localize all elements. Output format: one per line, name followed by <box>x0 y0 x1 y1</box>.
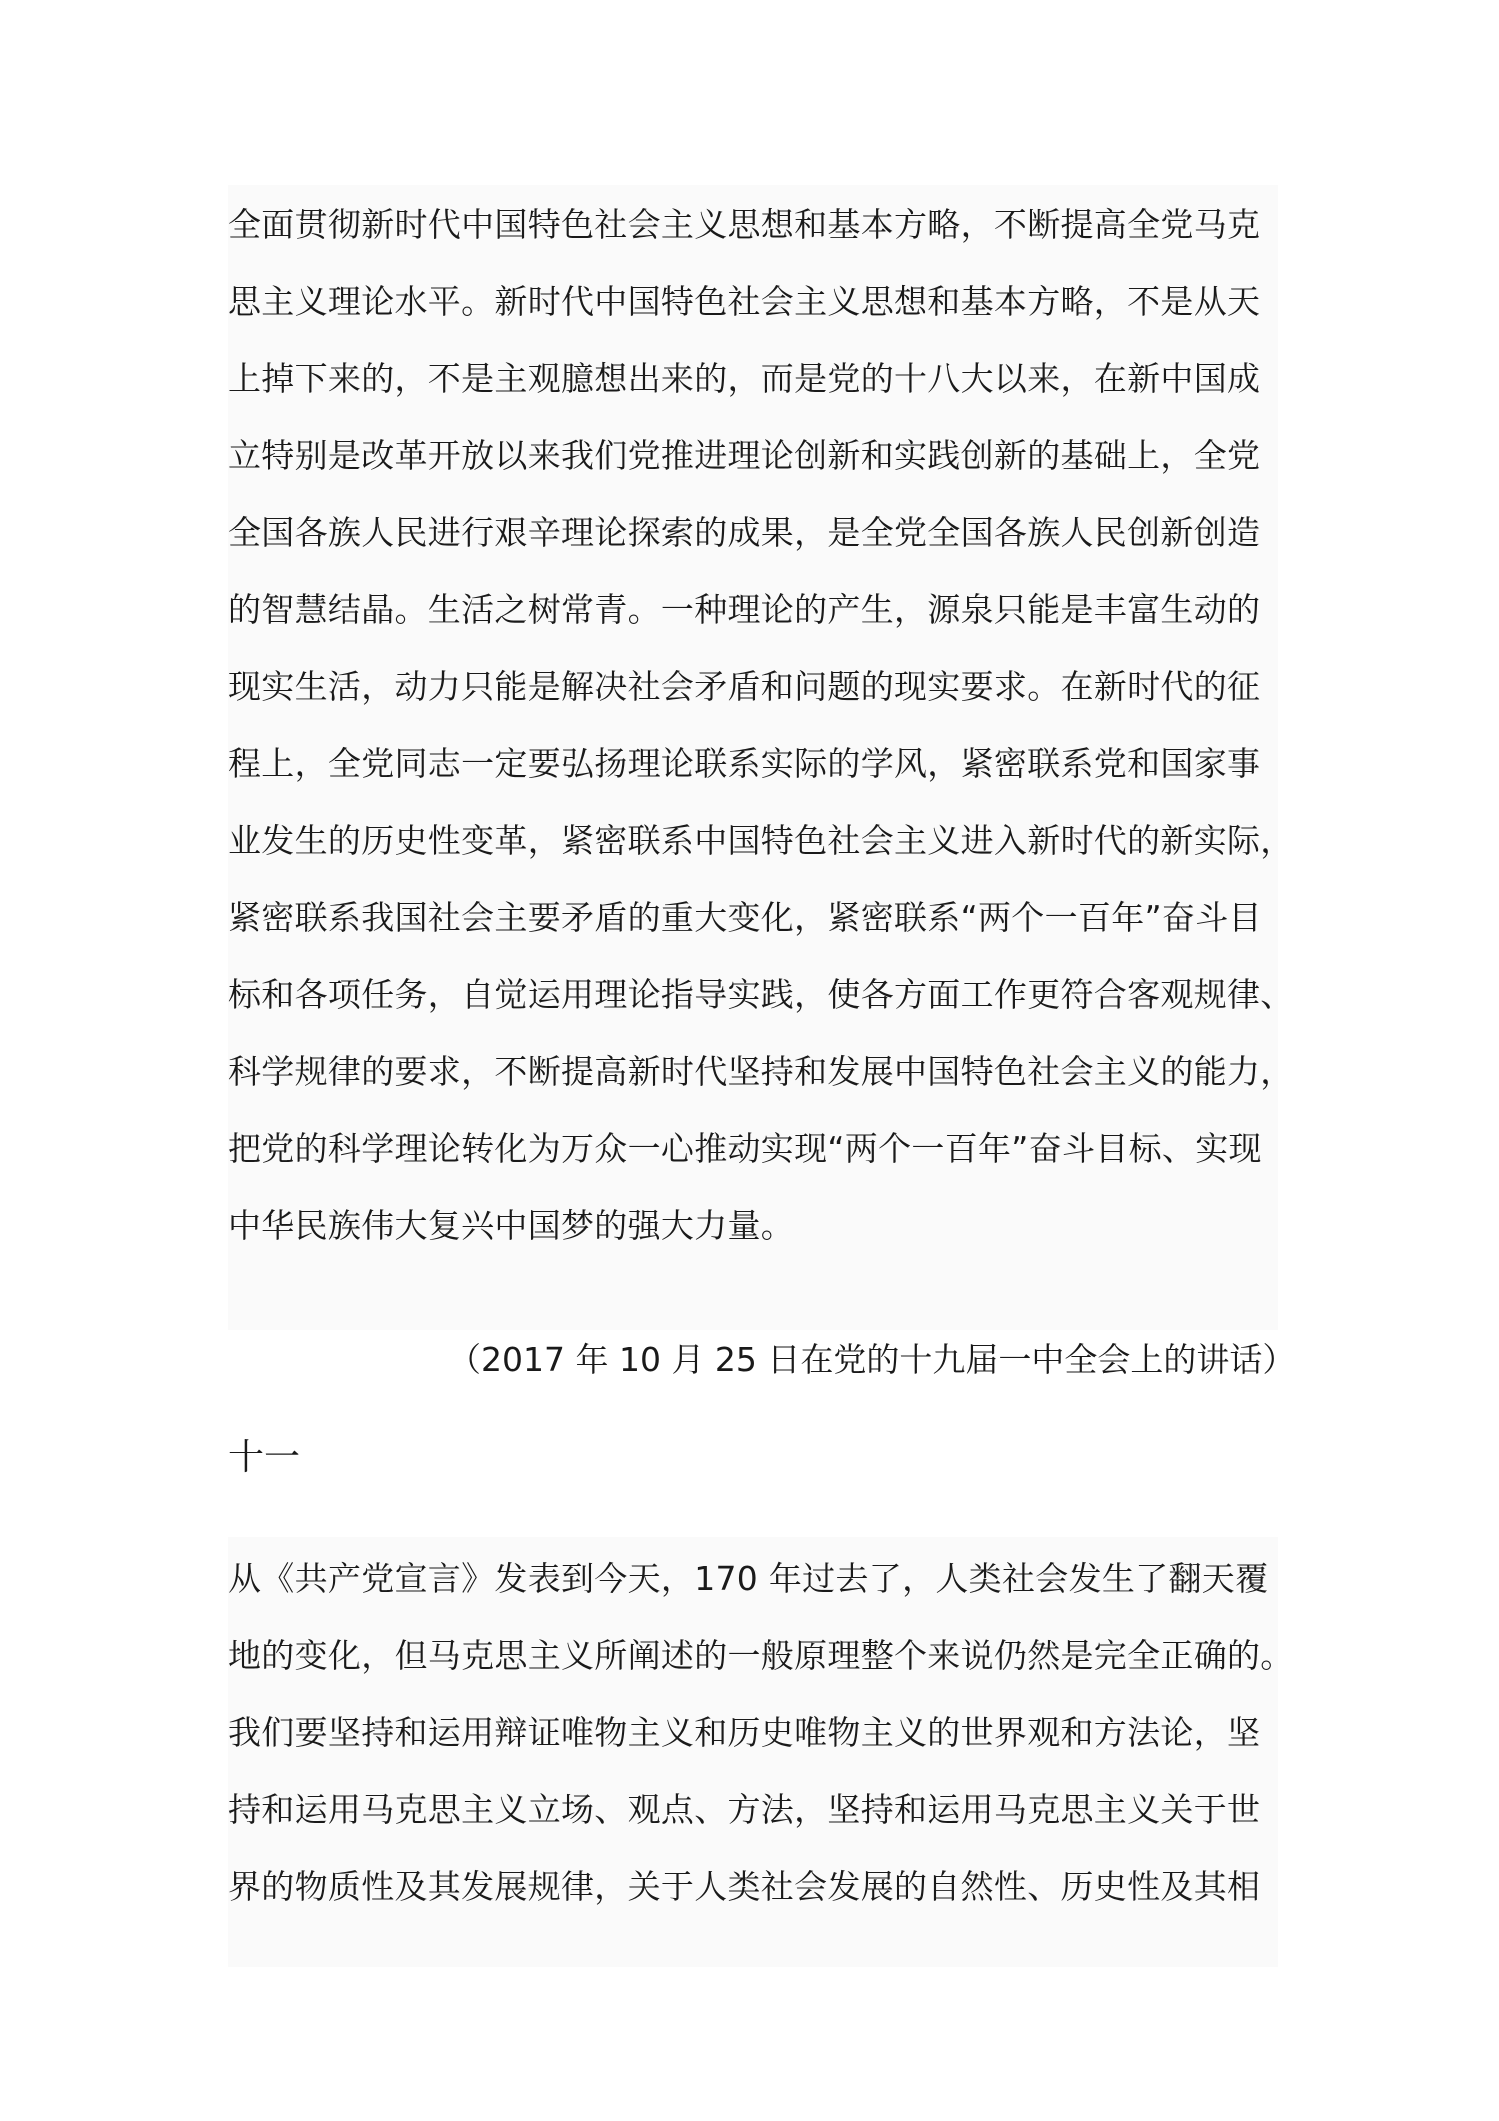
paragraph-1 <box>228 185 1294 1330</box>
paragraph-line: 业发生的历史性变革，紧密联系中国特色社会主义进入新时代的新实际， <box>228 821 1294 860</box>
paragraph-line: 的智慧结晶。生活之树常青。一种理论的产生，源泉只能是丰富生动的 <box>228 590 1261 629</box>
paragraph-line: 现实生活，动力只能是解决社会矛盾和问题的现实要求。在新时代的征 <box>228 667 1261 706</box>
paragraph-line: 科学规律的要求，不断提高新时代坚持和发展中国特色社会主义的能力， <box>228 1052 1294 1091</box>
paragraph-line: 标和各项任务，自觉运用理论指导实践，使各方面工作更符合客观规律、 <box>228 975 1294 1014</box>
paragraph-2 <box>228 1537 1294 1967</box>
paragraph-line: 持和运用马克思主义立场、观点、方法，坚持和运用马克思主义关于世 <box>228 1790 1261 1829</box>
paragraph-line: 中华民族伟大复兴中国梦的强大力量。 <box>228 1206 795 1245</box>
paragraph-line: 全面贯彻新时代中国特色社会主义思想和基本方略，不断提高全党马克 <box>228 205 1261 244</box>
paragraph-line: 我们要坚持和运用辩证唯物主义和历史唯物主义的世界观和方法论，坚 <box>228 1713 1261 1752</box>
paragraph-line: 从《共产党宣言》发表到今天，170 年过去了，人类社会发生了翻天覆 <box>228 1559 1269 1598</box>
paragraph-line: 思主义理论水平。新时代中国特色社会主义思想和基本方略，不是从天 <box>228 282 1261 321</box>
paragraph-line: 把党的科学理论转化为万众一心推动实现“两个一百年”奋斗目标、实现 <box>228 1129 1262 1168</box>
section-heading: 十一 <box>228 1437 301 1478</box>
paragraph-line: 界的物质性及其发展规律，关于人类社会发展的自然性、历史性及其相 <box>228 1867 1261 1906</box>
paragraph-line: 全国各族人民进行艰辛理论探索的成果，是全党全国各族人民创新创造 <box>228 513 1261 552</box>
speech-attribution: （2017 年 10 月 25 日在党的十九届一中全会上的讲话） <box>448 1340 1296 1379</box>
paragraph-line: 地的变化，但马克思主义所阐述的一般原理整个来说仍然是完全正确的。 <box>228 1636 1294 1675</box>
paragraph-line: 程上，全党同志一定要弘扬理论联系实际的学风，紧密联系党和国家事 <box>228 744 1261 783</box>
paragraph-line: 上掉下来的，不是主观臆想出来的，而是党的十八大以来，在新中国成 <box>228 359 1261 398</box>
paragraph-line: 紧密联系我国社会主要矛盾的重大变化，紧密联系“两个一百年”奋斗目 <box>228 898 1262 937</box>
paragraph-line: 立特别是改革开放以来我们党推进理论创新和实践创新的基础上，全党 <box>228 436 1261 475</box>
